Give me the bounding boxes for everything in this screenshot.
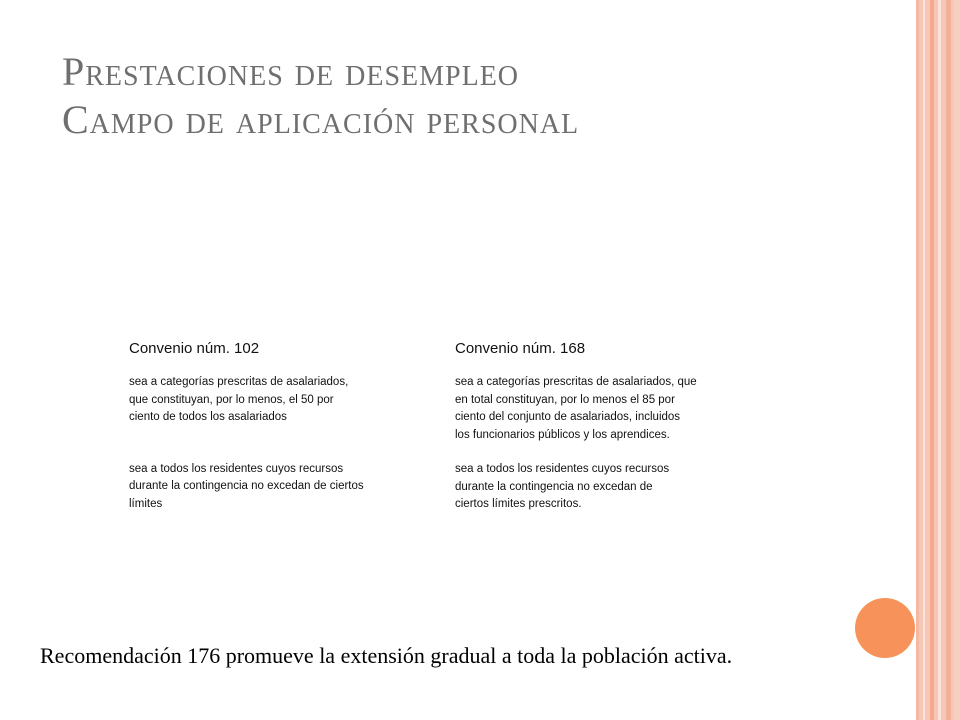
paragraph-line: los funcionarios públicos y los aprendices. xyxy=(455,428,670,441)
spacer xyxy=(129,427,429,444)
convention-168-column xyxy=(455,340,775,514)
convention-102-heading: Convenio núm. 102 xyxy=(129,340,260,357)
title-line-2: Campo de aplicación personal xyxy=(62,97,580,142)
paragraph-line: sea a todos los residentes cuyos recursos xyxy=(129,462,344,475)
paragraph-line: sea a categorías prescritas de asalariados, que xyxy=(455,376,697,388)
orange-circle-decoration xyxy=(855,598,915,658)
spacer xyxy=(455,444,775,461)
convention-102-paragraph-1 xyxy=(129,374,429,427)
slide-title xyxy=(62,48,882,144)
border-stripe xyxy=(946,0,951,720)
paragraph-line: ciertos límites prescritos. xyxy=(455,498,582,510)
title-line-1: Prestaciones de desempleo xyxy=(62,49,520,94)
paragraph-line: ciento del conjunto de asalariados, incluidos xyxy=(455,411,681,423)
convention-168-paragraph-2 xyxy=(455,461,775,514)
paragraph-line: límites xyxy=(129,497,163,510)
convention-102-paragraph-2 xyxy=(129,461,429,514)
border-stripe xyxy=(930,0,934,720)
paragraph-line: durante la contingencia no excedan de xyxy=(455,480,653,493)
paragraph-line: ciento de todos los asalariados xyxy=(129,411,287,423)
spacer xyxy=(129,444,429,461)
paragraph-line: sea a todos los residentes cuyos recursos xyxy=(455,463,670,475)
border-stripe xyxy=(954,0,960,720)
convention-102-column xyxy=(129,340,429,513)
paragraph-line: que constituyan, por lo menos, el 50 por xyxy=(129,393,334,406)
paragraph-line: sea a categorías prescritas de asalariados, xyxy=(129,376,349,388)
border-stripe xyxy=(916,0,919,720)
convention-168-paragraph-1 xyxy=(455,374,775,444)
paragraph-line: durante la contingencia no excedan de ciertos xyxy=(129,480,364,492)
convention-168-heading: Convenio núm. 168 xyxy=(455,340,586,357)
border-stripe xyxy=(938,0,941,720)
recommendation-note: Recomendación 176 promueve la extensión gradual a toda la población activa. xyxy=(40,643,733,668)
border-stripe xyxy=(923,0,925,720)
paragraph-line: en total constituyan, por lo menos el 85 por xyxy=(455,393,675,406)
